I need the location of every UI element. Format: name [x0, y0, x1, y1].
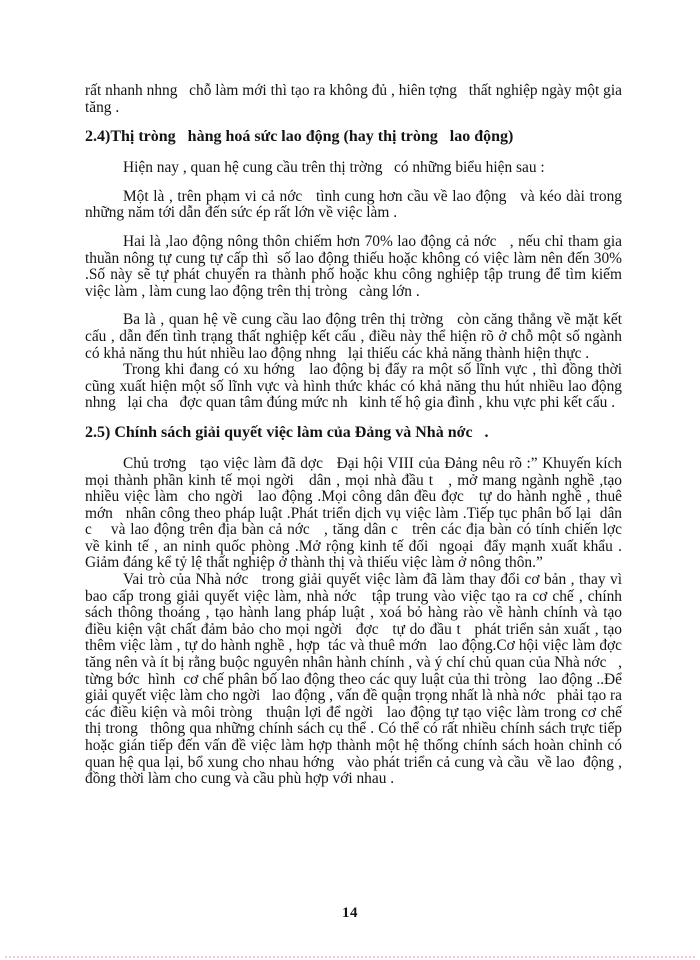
- paragraph-trong-khi: Trong khi đang có xu hớng lao động bị đẩy ra một số lĩnh vực , thì đồng thời cũng xuất hiện một số lĩnh vực và hình thức khác có khả năng thu hút nhiều lao động nhng lại cha đợc quan tâm đúng mức nh kinh tế hộ gia đình , khu vực phi kết cấu .: [85, 361, 626, 412]
- paragraph-mot-la: Một là , trên phạm vi cả nớc tình cung hơn cầu về lao động và kéo dài trong những năm tới dẫn đến sức ép rất lớn về việc làm .: [85, 187, 626, 222]
- paragraph-hien-nay: Hiện nay , quan hệ cung cầu trên thị trờng có những biểu hiện sau :: [123, 159, 545, 177]
- paragraph-continuation: rất nhanh nhng chỗ làm mới thì tạo ra không đủ , hiên tợng thất nghiệp ngày một gia tăng .: [85, 82, 626, 116]
- paragraph-vai-tro: Vai trò của Nhà nớc trong giải quyết việc làm đã làm thay đổi cơ bản , thay vì bao cấp trong giải quyết việc làm, nhà nớc tập trung vào việc tạo ra cơ chế , chính sách thông thoáng , tạo hành lang pháp luật , xoá bỏ hàng rào về hành chính và tạo điều kiện vật chất đảm bảo cho mọi ngời đợc tự do đầu t phát triển sản xuất , tạo thêm việc làm , tự do hành nghề , hợp tác và thuê mớn lao động.Cơ hội việc làm đợc tăng nên và ít bị rằng buộc nguyên nhân hành chính , và ý chí chủ quan của Nhà nớc , từng bớc hình cơ chế phân bố lao động theo các quy luật của thi tròng lao động ..Để giải quyết việc làm cho ngời lao động , vấn đề quận trọng nhất là nhà nớc phải tạo ra các điều kiện và môi tròng thuận lợi để ngời lao động tự tạo việc làm trong cơ chế thị trong thông qua những chính sách cụ thể . Có thể có rất nhiều chính sách trực tiếp hoặc gián tiếp đến vấn đề việc làm hợp thành một hệ thống chính sách hoàn chỉnh có quan hệ qua lại, bổ xung cho nhau hớng vào phát triển cả cung và cầu về lao động , đồng thời làm cho cung và cầu phù hợp với nhau .: [85, 571, 634, 788]
- paragraph-chu-truong: Chủ trơng tạo việc làm đã dợc Đại hội VIII của Đảng nêu rõ :” Khuyến kích mọi thành phần kinh tế mọi ngời dân , mọi nhà đầu t , mở mang ngành nghề ,tạo nhiều việc làm cho ngời lao động .Mọi công dân đều đợc tự do hành nghề , thuê mớn nhân công theo pháp luật .Phát triển dịch vụ việc làm .Tiếp tục phân bố lại dân c và lao động trên địa bàn cả nớc , tăng dân c trên các địa bàn có tính chiến lợc về kinh tế , an ninh quốc phòng .Mở rộng kinh tế đối ngoại đẩy mạnh xuất khẩu . Giảm đáng kể tỷ lệ thất nghiệp ở thành thị và thiếu việc làm ở nông thôn.”: [85, 454, 634, 572]
- page-number: 14: [342, 905, 358, 921]
- paragraph-hai-la: Hai là ,lao động nông thôn chiếm hơn 70% lao động cả nớc , nếu chỉ tham gia thuần nông tự cung tự cấp thì số lao động thiếu hoặc không có việc làm nên đến 30% .Số này sẽ tự phát chuyển ra thành phố hoặc khu công nghiệp tập trung để tìm kiếm việc làm , làm cung lao động trên thị tròng càng lớn .: [85, 232, 626, 300]
- paragraph-ba-la: Ba là , quan hệ về cung cầu lao động trên thị trờng còn căng thẳng về mặt kết cấu , dẫn đến tình trạng thất nghiệp kết cấu , điều này thể hiện rõ ở chỗ một số ngành có khả năng thu hút nhiều lao động nhng lại thiếu các khả năng thành hiện thực .: [85, 311, 626, 362]
- section-heading-2-4: 2.4)Thị tròng hàng hoá sức lao động (hay thị tròng lao động): [85, 128, 514, 146]
- section-heading-2-5: 2.5) Chính sách giải quyết việc làm của Đảng và Nhà nớc .: [85, 423, 489, 441]
- page-break-dotted-line: [5, 956, 695, 958]
- page-body: [85, 82, 634, 788]
